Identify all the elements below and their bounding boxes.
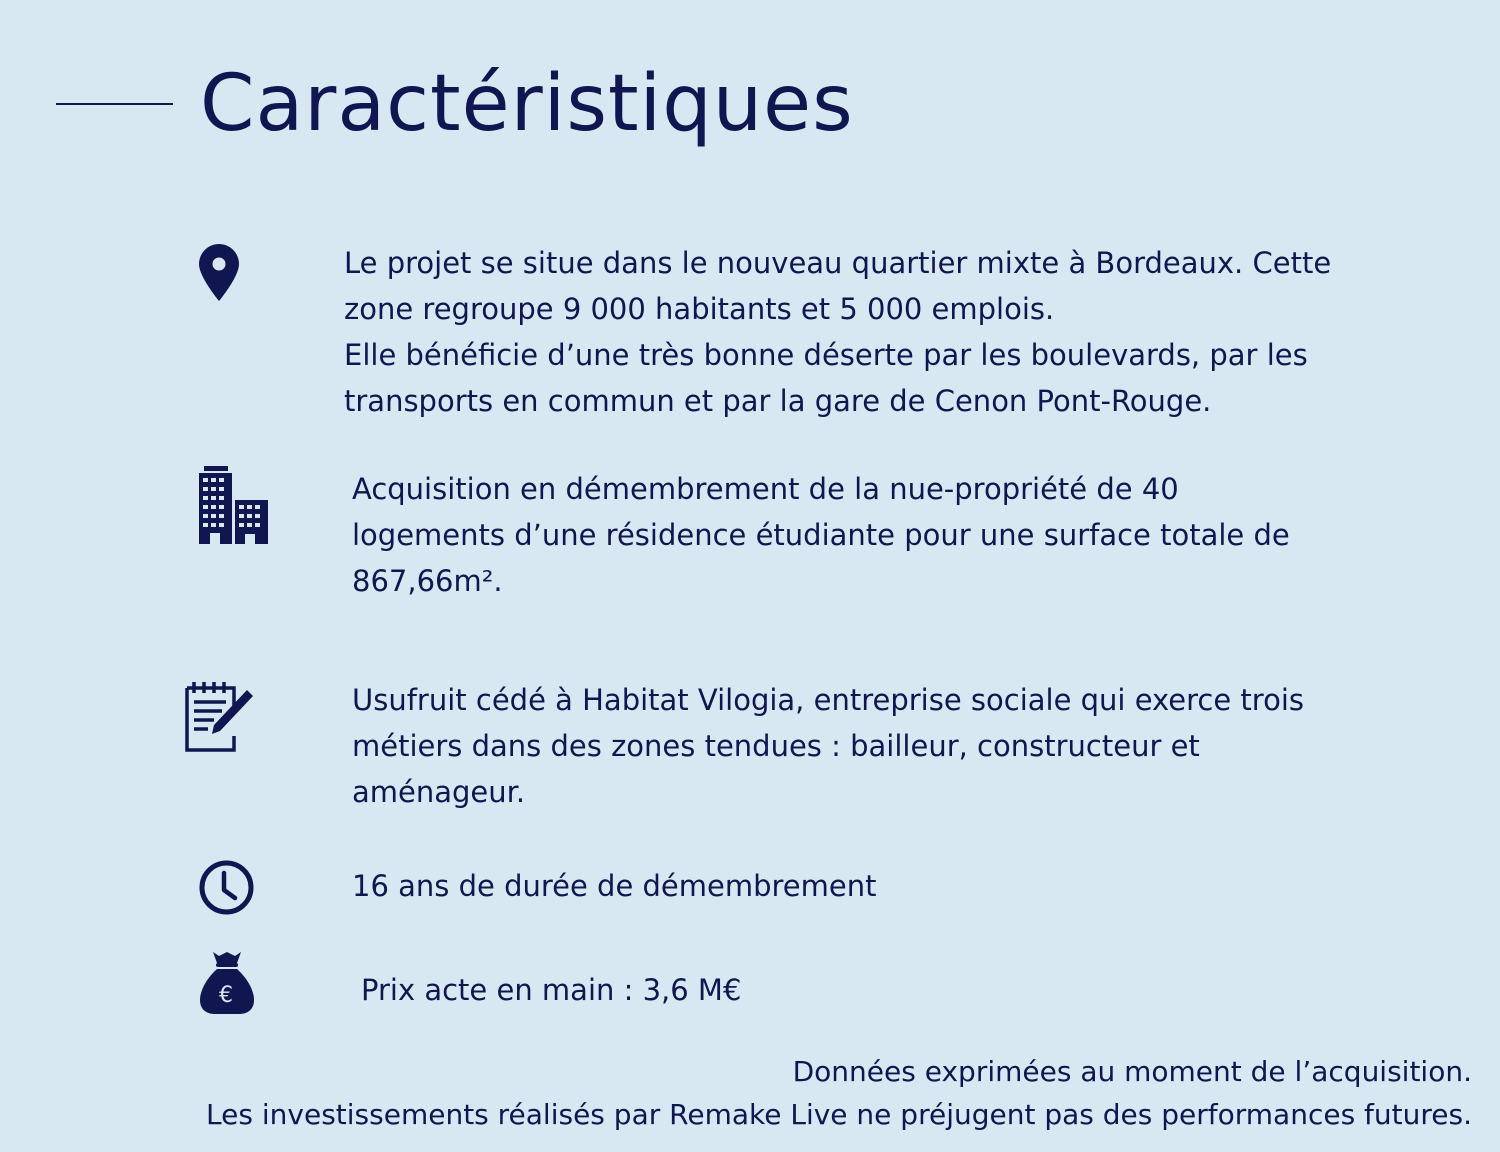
page-title: Caractéristiques — [200, 59, 854, 149]
text-line: Elle bénéficie d’une très bonne déserte par les boulevards, par les — [344, 338, 1308, 372]
text-line: transports en commun et par la gare de Cenon Pont-Rouge. — [344, 384, 1212, 418]
text-line: métiers dans des zones tendues : bailleur, constructeur et — [352, 729, 1200, 763]
item-price-text — [361, 967, 741, 1013]
text-line: Le projet se situe dans le nouveau quartier mixte à Bordeaux. Cette — [344, 246, 1332, 280]
disclaimer-line: Données exprimées au moment de l’acquisition. — [792, 1055, 1472, 1088]
text-line: Acquisition en démembrement de la nue-propriété de 40 — [352, 472, 1179, 506]
item-duration-text — [352, 863, 876, 909]
notepad-pen-icon — [184, 680, 256, 754]
text-line: logements d’une résidence étudiante pour une surface totale de — [352, 518, 1290, 552]
disclaimer-line: Les investissements réalisés par Remake Live ne préjugent pas des performances futures. — [206, 1098, 1472, 1131]
text-line: zone regroupe 9 000 habitants et 5 000 emplois. — [344, 292, 1055, 326]
buildings-icon — [199, 466, 269, 544]
text-line: Prix acte en main : 3,6 M€ — [361, 973, 742, 1007]
text-line: Usufruit cédé à Habitat Vilogia, entreprise sociale qui exerce trois — [352, 683, 1305, 717]
clock-icon — [198, 859, 255, 916]
text-line: aménageur. — [352, 775, 526, 809]
location-pin-icon — [199, 244, 239, 302]
text-line: 16 ans de durée de démembrement — [352, 869, 877, 903]
text-line: 867,66m². — [352, 564, 503, 598]
euro-money-bag-icon — [199, 950, 255, 1016]
item-location-text — [344, 240, 1331, 424]
item-usufruit-text — [352, 677, 1304, 815]
item-acquisition-text — [352, 466, 1290, 604]
disclaimer — [206, 1050, 1472, 1136]
title-decoration-line — [56, 103, 173, 105]
svg-text:€: € — [219, 983, 233, 1008]
